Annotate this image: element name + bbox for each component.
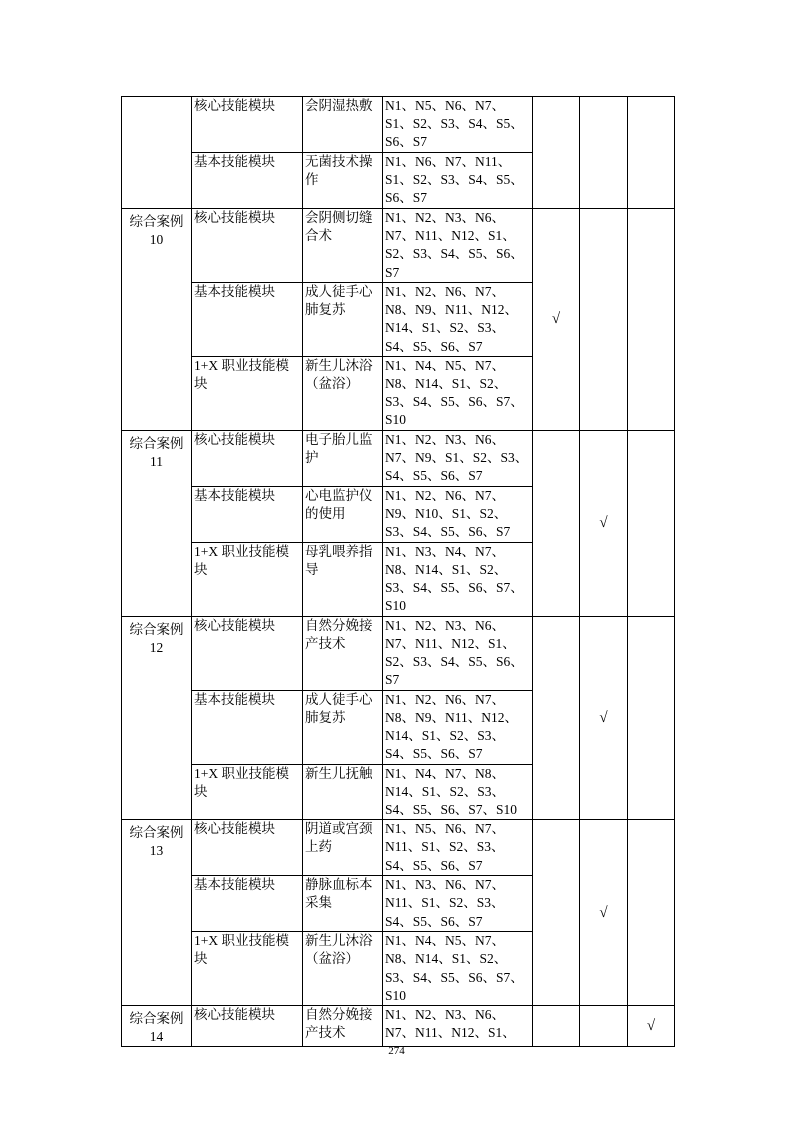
check-cell: [628, 1006, 675, 1047]
module-cell: 1+X 职业技能模块: [192, 542, 303, 616]
module-cell: 基本技能模块: [192, 690, 303, 764]
skill-item-cell: 静脉血标本采集: [303, 876, 383, 932]
module-cell: 1+X 职业技能模块: [192, 932, 303, 1006]
skill-item-cell: 电子胎儿监护: [303, 430, 383, 486]
check-cell: [628, 209, 675, 431]
check-cell: [580, 209, 628, 431]
case-name-cell: 综合案例 10: [122, 209, 192, 431]
skill-codes-cell: N1、N3、N6、N7、N11、S1、S2、S3、S4、S5、S6、S7: [383, 876, 533, 932]
check-cell: [533, 1006, 580, 1047]
check-cell: [580, 616, 628, 819]
skill-item-cell: 会阴湿热敷: [303, 97, 383, 153]
case-name-cell: 综合案例 12: [122, 616, 192, 819]
case-name-cell: 综合案例 14: [122, 1006, 192, 1047]
module-cell: 1+X 职业技能模块: [192, 356, 303, 430]
module-cell: 核心技能模块: [192, 430, 303, 486]
check-cell: [628, 97, 675, 209]
skill-item-cell: 会阴侧切缝合术: [303, 209, 383, 283]
check-cell: [580, 820, 628, 1006]
skill-item-cell: 成人徒手心肺复苏: [303, 690, 383, 764]
skill-codes-cell: N1、N2、N3、N6、N7、N11、N12、S1、S2、S3、S4、S5、S6、S7: [383, 209, 533, 283]
skill-codes-cell: N1、N3、N4、N7、N8、N14、S1、S2、S3、S4、S5、S6、S7、S10: [383, 542, 533, 616]
check-cell: [533, 820, 580, 1006]
module-cell: 核心技能模块: [192, 820, 303, 876]
skill-codes-cell: N1、N4、N7、N8、N14、S1、S2、S3、S4、S5、S6、S7、S10: [383, 764, 533, 820]
module-cell: 基本技能模块: [192, 283, 303, 357]
case-skills-table: [121, 96, 675, 1047]
skill-codes-cell: N1、N2、N3、N6、N7、N11、N12、S1、: [383, 1006, 533, 1047]
module-cell: 基本技能模块: [192, 486, 303, 542]
check-cell: [533, 430, 580, 616]
table-row: [122, 820, 675, 876]
skill-item-cell: 阴道或宫颈上药: [303, 820, 383, 876]
check-mark: √: [551, 311, 561, 328]
check-cell: [533, 209, 580, 431]
check-mark: √: [599, 904, 608, 921]
skill-item-cell: 自然分娩接产技术: [303, 1006, 383, 1047]
skill-item-cell: 新生儿抚触: [303, 764, 383, 820]
module-cell: 基本技能模块: [192, 876, 303, 932]
case-name-cell: 综合案例 13: [122, 820, 192, 1006]
table-row: [122, 209, 675, 283]
skill-codes-cell: N1、N2、N3、N6、N7、N11、N12、S1、S2、S3、S4、S5、S6、S7: [383, 616, 533, 690]
skill-codes-cell: N1、N2、N6、N7、N8、N9、N11、N12、N14、S1、S2、S3、S4、S5、S6、S7: [383, 283, 533, 357]
skill-codes-cell: N1、N4、N5、N7、N8、N14、S1、S2、S3、S4、S5、S6、S7、S10: [383, 932, 533, 1006]
check-cell: [628, 820, 675, 1006]
skill-codes-cell: N1、N5、N6、N7、S1、S2、S3、S4、S5、S6、S7: [383, 97, 533, 153]
check-cell: [533, 616, 580, 819]
skill-item-cell: 新生儿沐浴（盆浴）: [303, 932, 383, 1006]
case-name-cell: [122, 97, 192, 209]
module-cell: 核心技能模块: [192, 616, 303, 690]
module-cell: 基本技能模块: [192, 153, 303, 209]
skill-codes-cell: N1、N5、N6、N7、N11、S1、S2、S3、S4、S5、S6、S7: [383, 820, 533, 876]
skill-item-cell: 新生儿沐浴（盆浴）: [303, 356, 383, 430]
skill-item-cell: 自然分娩接产技术: [303, 616, 383, 690]
check-cell: [533, 97, 580, 209]
check-cell: [580, 430, 628, 616]
skill-codes-cell: N1、N4、N5、N7、N8、N14、S1、S2、S3、S4、S5、S6、S7、S10: [383, 356, 533, 430]
check-mark: √: [599, 515, 608, 532]
skill-item-cell: 心电监护仪的使用: [303, 486, 383, 542]
module-cell: 核心技能模块: [192, 97, 303, 153]
skill-codes-cell: N1、N6、N7、N11、S1、S2、S3、S4、S5、S6、S7: [383, 153, 533, 209]
module-cell: 核心技能模块: [192, 1006, 303, 1047]
check-cell: [580, 97, 628, 209]
case-name-cell: 综合案例 11: [122, 430, 192, 616]
skill-item-cell: 成人徒手心肺复苏: [303, 283, 383, 357]
check-mark: √: [599, 709, 608, 726]
check-cell: [628, 616, 675, 819]
skill-item-cell: 无菌技术操作: [303, 153, 383, 209]
check-cell: [628, 430, 675, 616]
skill-codes-cell: N1、N2、N6、N7、N8、N9、N11、N12、N14、S1、S2、S3、S4、S5、S6、S7: [383, 690, 533, 764]
table-row: [122, 616, 675, 690]
skill-codes-cell: N1、N2、N6、N7、N9、N10、S1、S2、S3、S4、S5、S6、S7: [383, 486, 533, 542]
skill-item-cell: 母乳喂养指导: [303, 542, 383, 616]
table-row: [122, 430, 675, 486]
page-number: 274: [388, 1045, 405, 1057]
check-cell: [580, 1006, 628, 1047]
module-cell: 核心技能模块: [192, 209, 303, 283]
check-mark: √: [646, 1018, 656, 1035]
table-row: [122, 97, 675, 153]
table-row: [122, 1006, 675, 1047]
skill-codes-cell: N1、N2、N3、N6、N7、N9、S1、S2、S3、S4、S5、S6、S7: [383, 430, 533, 486]
module-cell: 1+X 职业技能模块: [192, 764, 303, 820]
